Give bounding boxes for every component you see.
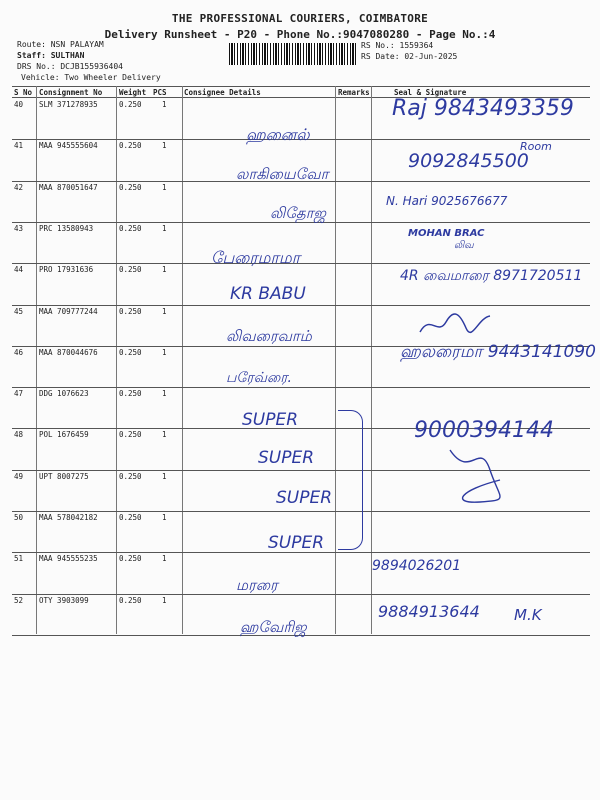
- runsheet-subtitle: Delivery Runsheet - P20 - Phone No.:9047080280 - Page No.:4: [104, 28, 496, 41]
- row-sno: 51: [14, 554, 24, 564]
- row-sno: 49: [14, 471, 24, 481]
- hand-consignee-46: லிவரைவாம்: [226, 327, 312, 345]
- row-weight: 0.250: [119, 513, 142, 522]
- hand-consignee-51b: மரரை: [236, 576, 278, 594]
- rs-number: RS No.: 1559364: [361, 41, 434, 50]
- row-sno: 43: [14, 223, 24, 233]
- hand-consignee-41: லாகியைவோ: [236, 165, 329, 183]
- hand-signature-48: 9000394144: [414, 418, 554, 443]
- row-consignment-no: MAA 709777244: [39, 306, 98, 316]
- row-pcs: 1: [162, 389, 167, 399]
- staff-label: Staff: SULTHAN: [17, 51, 85, 60]
- row-sno: 46: [14, 347, 24, 357]
- route-label: Route: NSN PALAYAM: [17, 40, 104, 49]
- row-pcs: 1: [162, 182, 167, 192]
- row-rule: [12, 387, 590, 388]
- vehicle-label: Vehicle: Two Wheeler Delivery: [21, 73, 161, 82]
- hand-consignee-44: பேரைமாமா: [211, 248, 301, 267]
- col-consignment: Consignment No: [39, 88, 103, 97]
- row-rule: [12, 305, 590, 306]
- row-pcs: 1: [162, 223, 167, 233]
- row-pcs: 1: [162, 306, 167, 316]
- hand-signature-41: 9092845500: [408, 150, 529, 172]
- col-pcs: PCS: [153, 88, 167, 97]
- row-pcs: 1: [162, 100, 167, 109]
- row-consignment-no: MAA 945555604: [39, 141, 98, 151]
- row-pcs: 1: [162, 347, 167, 357]
- col-consignee: Consignee Details: [184, 88, 261, 97]
- hand-signature-51: 9894026201: [372, 558, 462, 574]
- row-rule: [12, 594, 590, 595]
- row-weight: 0.250: [119, 100, 142, 109]
- hand-consignee-49: SUPER: [258, 448, 315, 468]
- row-sno: 44: [14, 265, 24, 275]
- drs-label: DRS No.: DCJB155936404: [17, 62, 123, 71]
- row-consignment-no: MAA 870044676: [39, 347, 98, 357]
- hand-consignee-50: SUPER: [276, 488, 333, 508]
- hand-consignee-40: ஹனைல்: [246, 125, 310, 144]
- hand-signature-44: 4R வைமாரை 8971720511: [400, 268, 583, 284]
- row-sno: 40: [14, 100, 24, 109]
- row-sno: 47: [14, 389, 24, 399]
- hand-consignee-47: பரேவ்ரை.: [226, 370, 292, 386]
- table-top-rule: [12, 86, 590, 87]
- row-weight: 0.250: [119, 223, 142, 233]
- row-sno: 41: [14, 141, 24, 151]
- hand-consignee-51: SUPER: [268, 533, 325, 553]
- row-pcs: 1: [162, 513, 167, 522]
- hand-consignee-48: SUPER: [242, 410, 299, 430]
- col-sno: S No: [14, 88, 33, 97]
- row-sno: 50: [14, 513, 24, 522]
- hand-consignee-45: KR BABU: [230, 284, 306, 304]
- row-consignment-no: PRC 13580943: [39, 223, 94, 233]
- row-rule: [12, 263, 590, 264]
- row-weight: 0.250: [119, 182, 142, 192]
- row-sno: 48: [14, 430, 24, 440]
- row-weight: 0.250: [119, 306, 142, 316]
- hand-initials-52: M.K: [514, 606, 542, 624]
- row-consignment-no: DDG 1076623: [39, 389, 89, 399]
- hand-signature-46: ஹலரைமா 9443141090: [400, 342, 596, 362]
- hand-note-room: Room: [520, 140, 552, 153]
- row-pcs: 1: [162, 430, 167, 440]
- row-weight: 0.250: [119, 471, 142, 481]
- row-pcs: 1: [162, 265, 167, 275]
- hand-note-43: லிவ: [454, 240, 474, 251]
- col-weight: Weight: [119, 88, 147, 97]
- hand-signature-42: N. Hari 9025676677: [386, 194, 508, 208]
- row-pcs: 1: [162, 141, 167, 151]
- row-sno: 45: [14, 306, 24, 316]
- rs-date: RS Date: 02-Jun-2025: [361, 52, 458, 61]
- row-pcs: 1: [162, 595, 167, 605]
- row-pcs: 1: [162, 554, 167, 564]
- hand-consignee-42: லிதோஜ: [270, 204, 327, 222]
- row-sno: 52: [14, 595, 24, 605]
- row-weight: 0.250: [119, 265, 142, 275]
- col-remarks: Remarks: [338, 88, 370, 97]
- row-consignment-no: MAA 945555235: [39, 554, 98, 564]
- row-consignment-no: MAA 870051647: [39, 182, 98, 192]
- hand-signature-43: MOHAN BRAC: [408, 228, 485, 239]
- row-rule: [12, 511, 590, 512]
- row-consignment-no: POL 1676459: [39, 430, 89, 440]
- row-consignment-no: MAA 578042182: [39, 513, 98, 522]
- row-weight: 0.250: [119, 595, 142, 605]
- hand-signature-40: Raj 9843493359: [392, 96, 574, 121]
- row-weight: 0.250: [119, 554, 142, 564]
- hand-signature-52: 9884913644: [378, 602, 480, 621]
- row-weight: 0.250: [119, 389, 142, 399]
- company-title: THE PROFESSIONAL COURIERS, COIMBATORE: [171, 12, 429, 25]
- row-consignment-no: PRO 17931636: [39, 265, 94, 275]
- signature-scribble-48: [440, 440, 520, 510]
- row-weight: 0.250: [119, 141, 142, 151]
- barcode: [229, 43, 357, 65]
- row-consignment-no: SLM 371278935: [39, 100, 98, 109]
- row-consignment-no: OTY 3903099: [39, 595, 89, 605]
- row-weight: 0.250: [119, 347, 142, 357]
- row-sno: 42: [14, 182, 24, 192]
- row-consignment-no: UPT 8007275: [39, 471, 89, 481]
- row-weight: 0.250: [119, 430, 142, 440]
- row-pcs: 1: [162, 471, 167, 481]
- signature-scribble-45: [416, 310, 496, 340]
- hand-consignee-52: ஹவேரிஜ: [240, 618, 307, 636]
- bracket-mark: [338, 410, 363, 550]
- col-signature: Seal & Signature: [394, 88, 467, 97]
